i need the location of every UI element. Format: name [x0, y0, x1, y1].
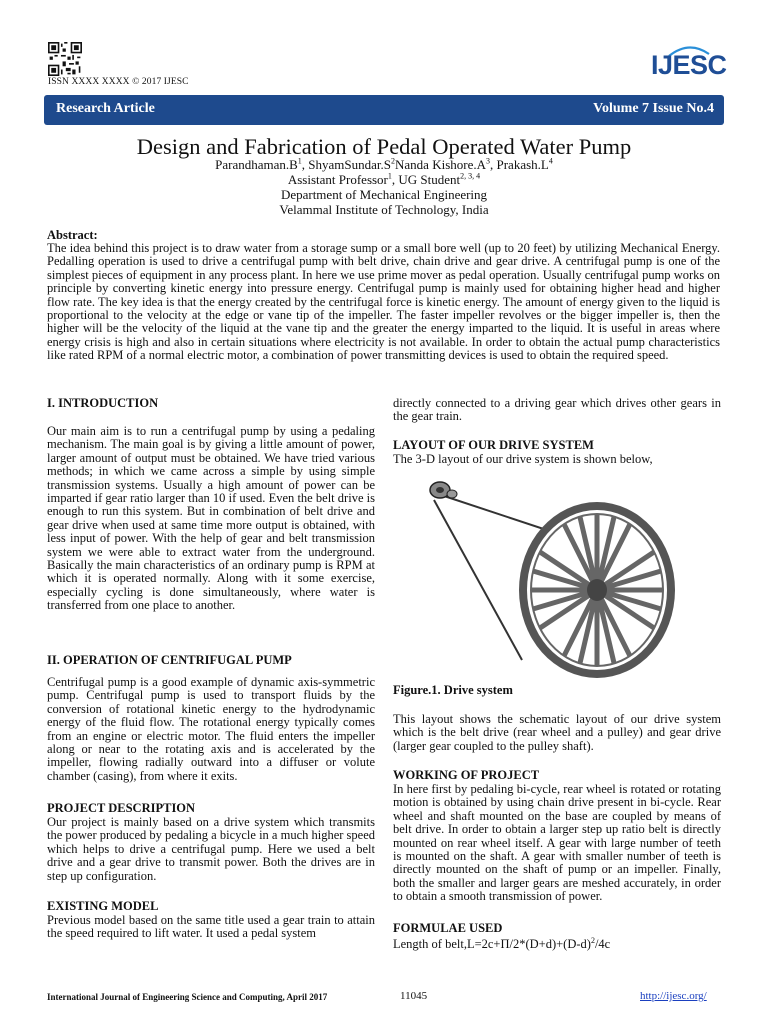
operation-heading: II. OPERATION OF CENTRIFUGAL PUMP [47, 653, 292, 667]
article-banner [44, 95, 724, 125]
layout-text: The 3-D layout of our drive system is shown below, [393, 452, 653, 466]
layout-heading: LAYOUT OF OUR DRIVE SYSTEM [393, 438, 594, 452]
formulae-heading: FORMULAE USED [393, 921, 503, 935]
volume-issue: Volume 7 Issue No.4 [593, 101, 714, 116]
project-description-heading: PROJECT DESCRIPTION [47, 801, 196, 815]
introduction-heading: I. INTRODUCTION [47, 396, 159, 410]
belt-length-formula: Length of $belt,L=2c+\Pi/2*(D+d)+(D-d)^2/4c$ [393, 935, 611, 951]
working-text: In here first by pedaling bi-cycle, rear wheel is rotated or rotating motion is obtained by using chain drive present in bi-cycle. Rear wheel and shaft mounted on the base are coupled by means of belt drive. In order to obtain a larger step up ratio belt is directly mounted on rear wheel itself. A gear with large number of teeth is mounted on the shaft. A gear with smaller number of teeth is directly mounted on the shaft of pump or an impeller. Finally, both the smaller and larger gears are meshed accurately, in order to obtain a smooth transmission of power. [393, 782, 721, 904]
article-type: Research Article [56, 101, 155, 116]
drive-system-figure [412, 470, 712, 680]
department: Department of Mechanical Engineering [280, 187, 488, 202]
rear-wheel-icon [519, 502, 675, 678]
paper-title: Design and Fabrication of Pedal Operated Water Pump [136, 134, 632, 159]
existing-model-heading: EXISTING MODEL [47, 899, 159, 913]
page-number: 11045 [400, 990, 428, 1002]
footer-journal: International Journal of Engineering Science and Computing, April 2017 [47, 992, 328, 1002]
abstract-text: The idea behind this project is to draw water from a storage sump or a small bore well (up to 20 feet) by utilizing Mechanical Energy. Pedalling operation is used to drive a centrifugal pump with belt drive, chain drive and gear drive. A centrifugal pump is one of the simplest pieces of equipment in any process plant. In here we use prime mover as pedal operation. Usually centrifugal pump works on principle by converting kinetic energy into pressure energy. Centrifugal pump is mainly used for obtaining higher head and higher flow rate. The key idea is that the energy created by the centrifugal force is kinetic energy. The amount of energy given to the liquid is proportional to the velocity at the edge or vane tip of the impeller. The faster impeller revolves or the bigger impeller is, then the higher will be the velocity of the liquid at the vane tip and the greater the energy imparted to the liquid. It is useful in areas where energy crisis is high and also in certain situations where electricity is not available. In order to obtain the actual pump characteristics like rated RPM of a normal electric motor, a combination of power transmitting devices is used to obtain the required speed. [47, 241, 720, 363]
journal-url-link[interactable]: http://ijesc.org/ [640, 990, 707, 1002]
operation-text: Centrifugal pump is a good example of dynamic axis-symmetric pump. Centrifugal pump is used to transport fluids by the conversion of rotational kinetic energy to the hydrodynamic energy of the fluid flow. The rotational energy typically comes from an engine or electric motor. The fluid enters the impeller along or near to the rotating axis and is accelerated by the impeller, flowing radially outward into a diffuser or volute chamber (casing), from where it exits. [47, 675, 375, 783]
qr-code-icon [48, 42, 82, 76]
author-list: $Parandhaman.B^1$, $ShyamSundar.S^2Nanda$ $Kishore.A^3$, $Prakash.L^4$ [215, 156, 553, 172]
abstract-heading: Abstract: [47, 228, 98, 242]
continued-text: directly connected to a driving gear which drives other gears in the gear train. [393, 396, 721, 424]
working-heading: WORKING OF PROJECT [393, 768, 540, 782]
project-description-text: Our project is mainly based on a drive system which transmits the power produced by pedaling a bicycle in a much higher speed which helps to drive a centrifugal pump. Here we used a belt drive and a gear drive to transmit power. Both the drives are in step up configuration. [47, 815, 376, 883]
introduction-text: Our main aim is to run a centrifugal pump by using a pedaling mechanism. The main goal is by giving a little amount of power, larger amount of output must be obtained. We have tried various methods; in which we came across a simple by using simple transmission systems. Usually a high amount of power can be imparted if gear ratio larger than 10 if used. Even the belt drive is enough to run this system. But in combination of belt drive and gear drive when used at same time more output is obtained, with less input of power. With the help of gear and belt transmission system we were able to extract water from the underground. Basically the main characteristics of an ordinary pump is RPM at which it is operated normally. Along with it some exercise, especially cycling is done simultaneously, where water is transferred from one place to another. [47, 424, 375, 613]
figure-description: This layout shows the schematic layout of our drive system which is the belt drive (rear wheel and a pulley) and gear drive (larger gear coupled to the pulley shaft). [393, 712, 721, 753]
institution: Velammal Institute of Technology, India [279, 202, 489, 217]
author-roles: Assistant Professor$^1$, UG Student$^{2, 3, 4}$ [287, 171, 481, 187]
issn-line: ISSN XXXX XXXX © 2017 IJESC [48, 77, 189, 87]
pulley-icon [430, 482, 457, 498]
journal-logo: IJESC [651, 50, 727, 80]
existing-model-text: Previous model based on the same title used a gear train to attain the speed required to lift water. It used a pedal system [47, 913, 375, 941]
figure-caption: Figure.1. Drive system [393, 683, 513, 697]
